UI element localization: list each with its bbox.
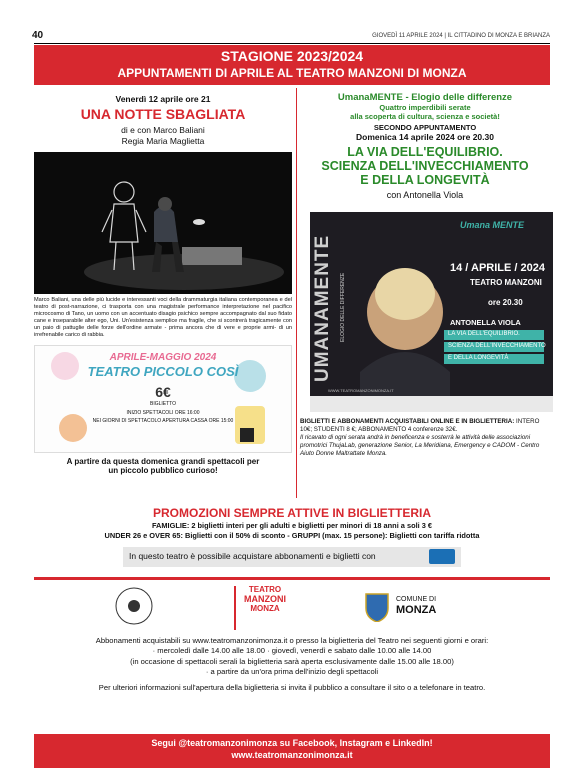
tickets-prices: INTERO 10€; STUDENTI 8 €; ABBONAMENTO 4 conferenze 32€. — [300, 418, 540, 434]
event-description: Marco Baliani, una delle più lucide e interessanti voci della drammaturgia italiana contemporanea e del teatro di post-narrazione, ci trasporta con una magistrale performance interpretazione nel pacifico microcosmo di Tano, un uomo con un accentuato disagio psichico sempre accompagnato dal suo fidato cane e inseparabile alter ego, Uni. Un'esistenza semplice ma fragile, che si scontrerà tragicamente con un paio di pattuglie delle forze dell'ordine armate - prima ancora che di vere e proprie armi- di un irrefrenabile carico di rabbia. — [34, 297, 292, 338]
poster-venue: TEATRO MANZONI — [470, 278, 542, 287]
logo-monza: MONZA — [250, 603, 280, 613]
column-divider — [296, 88, 297, 498]
event-author: di e con Marco Baliani — [121, 125, 205, 135]
talk-title-2: SCIENZA DELL'INVECCHIAMENTO — [321, 159, 529, 173]
promotions-heading: PROMOZIONI SEMPRE ATTIVE IN BIGLIETTERIA — [152, 506, 431, 520]
banner-subtitle: APPUNTAMENTI DI APRILE AL TEATRO MANZONI DI MONZA — [117, 66, 467, 80]
header-date-line: GIOVEDÌ 11 APRILE 2024 | IL CITTADINO DI MONZA E BRIANZA — [372, 33, 550, 39]
promotion-discounts: UNDER 26 e OVER 65: Biglietti con il 50% di sconto - GRUPPI (max. 15 persone): Biglietti con tariffa ridotta — [104, 531, 480, 540]
partner-logos — [34, 584, 550, 634]
right-column — [300, 88, 550, 200]
season-banner — [34, 45, 550, 85]
talk-title-1: LA VIA DELL'EQUILIBRIO. — [347, 145, 503, 159]
piccolo-price: 6€ — [155, 383, 171, 400]
talk-speaker: con Antonella Viola — [386, 190, 464, 200]
piccolo-caption: A partire da questa domenica grandi spettacoli per un piccolo pubblico curioso! — [66, 456, 260, 475]
payment-methods-text: In questo teatro è possibile acquistare abbonamenti e biglietti con — [129, 551, 376, 561]
info-line-2: · mercoledì dalle 14.00 alle 18.00 · giovedì, venerdì e sabato dalle 10.00 alle 14.00 — [152, 646, 432, 656]
poster-vertical-sub: ELOGIO DELLE DIFFERENZE — [340, 272, 346, 342]
box-office-info — [34, 636, 550, 693]
event-director: Regia Maria Maglietta — [121, 136, 205, 146]
piccolo-price-note: BIGLIETTO — [149, 400, 177, 407]
piccolo-box-office: NEI GIORNI DI SPETTACOLO APERTURA CASSA ORE 15:00 — [92, 417, 234, 424]
tickets-info — [300, 418, 552, 458]
series-tagline-1: Quattro imperdibili serate — [379, 103, 471, 112]
divider-bar — [34, 577, 550, 580]
talk-title-3: E DELLA LONGEVITÀ — [360, 173, 490, 187]
poster-logo: Umana MENTE — [460, 220, 525, 230]
appointment-label: SECONDO APPUNTAMENTO — [373, 123, 477, 132]
tickets-heading: BIGLIETTI E ABBONAMENTI ACQUISTABILI ONLINE E IN BIGLIETTERIA: — [300, 418, 515, 425]
appointment-date: Domenica 14 aprile 2024 ore 20.30 — [356, 132, 494, 142]
info-line-1: Abbonamenti acquistabili su www.teatromanzonimonza.it o presso la biglietteria del Teatro nei seguenti giorni e orari: — [95, 636, 489, 645]
event-title: UNA NOTTE SBAGLIATA — [80, 106, 246, 122]
comune-crest-icon — [364, 590, 390, 622]
footer-banner — [34, 734, 550, 768]
poster-line-2: SCIENZA DELL'INVECCHIAMENTO — [448, 343, 546, 349]
left-column — [34, 88, 292, 475]
comune-name: MONZA — [396, 604, 437, 616]
poster-vertical-title: UMANAMENTE — [312, 234, 333, 382]
comune-label: COMUNE DI — [396, 596, 437, 603]
info-line-3: (in occasione di spettacoli serali la biglietteria sarà aperta esclusivamente dalle 15.00 alle 18.00) — [130, 656, 454, 666]
umanamente-poster — [310, 212, 553, 412]
poster-line-1: LA VIA DELL'EQUILIBRIO. — [448, 331, 520, 337]
logo-manzoni: MANZONI — [244, 593, 286, 604]
payment-methods-row — [123, 547, 461, 567]
promotion-families: FAMIGLIE: 2 biglietti interi per gli adulti e biglietti per minori di 18 anni a soli 3 € — [151, 521, 433, 530]
logo-teatro: TEATRO — [248, 585, 282, 594]
page-header — [34, 30, 550, 44]
info-line-5: Per ulteriori informazioni sull'apertura della biglietteria si invita il pubblico a consultare il sito o a telefonare in teatro. — [98, 683, 486, 692]
banner-title: STAGIONE 2023/2024 — [220, 48, 364, 64]
piccolo-dates: APRILE-MAGGIO 2024 — [109, 351, 217, 363]
piccolo-start-time: INIZIO SPETTACOLI ORE 16:00 — [126, 409, 200, 416]
info-line-4: · a partire da un'ora prima dell'inizio degli spettacoli — [205, 666, 379, 676]
teatro-manzoni-logo — [234, 586, 294, 630]
footer-url[interactable]: www.teatromanzonimonza.it — [231, 750, 353, 760]
stage-photo — [34, 152, 292, 294]
footer-social: Segui @teatromanzonimonza su Facebook, Instagram e LinkedIn! — [151, 738, 433, 748]
poster-time: ore 20.30 — [488, 298, 523, 307]
page-number: 40 — [32, 30, 44, 41]
piccolo-title: TEATRO PICCOLO COSÌ — [87, 363, 239, 379]
card-logo-icon — [429, 549, 455, 564]
poster-line-3: E DELLA LONGEVITÀ — [448, 355, 509, 361]
poster-url: WWW.TEATROMANZONIMONZA.IT — [328, 388, 394, 393]
series-title: UmanaMENTE - Elogio delle differenze — [337, 92, 513, 103]
poster-speaker: ANTONELLA VIOLA — [450, 318, 521, 327]
event-date: Venerdì 12 aprile ore 21 — [115, 94, 211, 104]
poster-date: 14 / APRILE / 2024 — [450, 262, 545, 274]
piccolo-cosi-ad — [34, 345, 292, 453]
series-tagline-2: alla scoperta di cultura, scienza e società! — [350, 112, 500, 121]
tickets-charity: Il ricavato di ogni serata andrà in beneficenza e sosterrà le attività delle associazioni promotrici ThujaLab, generazione Senior, La Meridiana, Emergency e CADOM - Centro Aiuto Donne Maltrattate Monza. — [300, 434, 540, 458]
promotions-section — [34, 506, 550, 540]
school-logo-icon — [114, 586, 154, 626]
